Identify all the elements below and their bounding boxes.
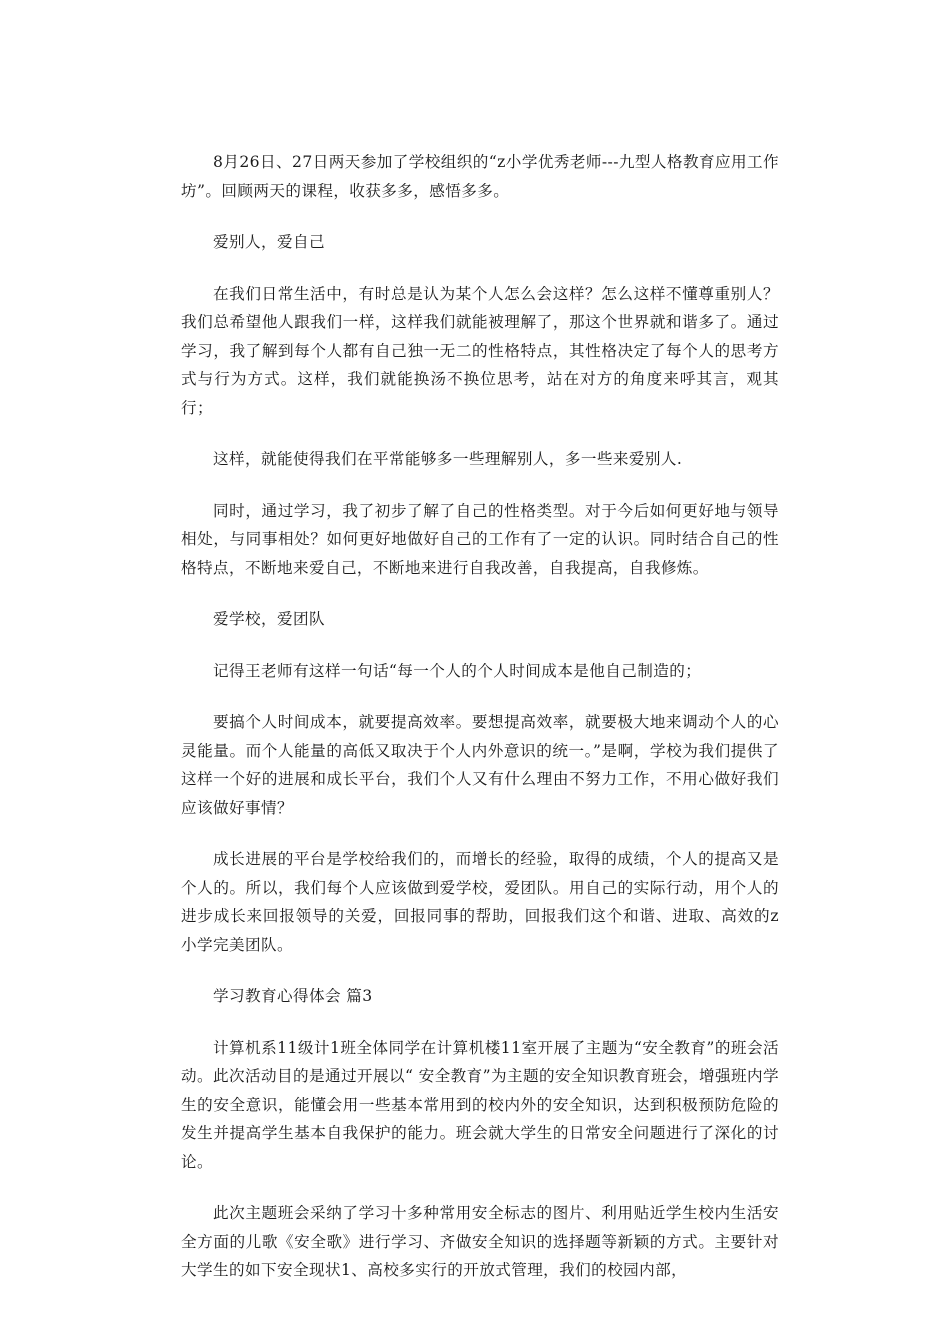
paragraph-understand-others: 这样，就能使得我们在平常能够多一些理解别人，多一些来爱别人. — [213, 450, 683, 468]
document-body — [181, 148, 779, 1308]
paragraph-growth-platform: 成长进展的平台是学校给我们的，而增长的经验，取得的成绩，个人的提高又是个人的。所以，我们每个人应该做到爱学校，爱团队。用自己的实际行动，用个人的进步成长来回报领导的关爱，回报同事的帮助，回报我们这个和谐、进取、高效的z小学完美团队。 — [181, 850, 779, 954]
section-heading-love-others: 爱别人，爱自己 — [213, 233, 325, 251]
paragraph-self-knowledge: 同时，通过学习，我了初步了解了自己的性格类型。对于今后如何更好地与领导相处，与同事相处？如何更好地做好自己的工作有了一定的认识。同时结合自己的性格特点，不断地来爱自己，不断地来进行自我改善，自我提高，自我修炼。 — [181, 501, 779, 577]
paragraph-meeting-methods: 此次主题班会采纳了学习十多种常用安全标志的图片、利用贴近学生校内生活安全方面的儿歌《安全歌》进行学习、齐做安全知识的选择题等新颖的方式。主要针对大学生的如下安全现状1、高校多实行的开放式管理，我们的校园内部， — [181, 1204, 779, 1279]
section-heading-part3: 学习教育心得体会 篇3 — [213, 987, 373, 1005]
paragraph-daily-life: 在我们日常生活中，有时总是认为某个人怎么会这样？怎么这样不懂尊重别人？我们总希望他人跟我们一样，这样我们就能被理解了，那这个世界就和谐多了。通过学习，我了解到每个人都有自己独一无二的性格特点，其性格决定了每个人的思考方式与行为方式。这样，我们就能换汤不换位思考，站在对方的角度来呼其言，观其行； — [181, 284, 779, 417]
paragraph-class-meeting: 计算机系11级计1班全体同学在计算机楼11室开展了主题为“安全教育”的班会活动。此次活动目的是通过开展以“ 安全教育”为主题的安全知识教育班会，增强班内学生的安全意识，能懂会用一些基本常用到的校内外的安全知识，达到积极预防危险的发生并提高学生基本自我保护的能力。班会就大学生的日常安全问题进行了深化的讨论。 — [181, 1038, 779, 1171]
paragraph-efficiency: 要搞个人时间成本，就要提高效率。要想提高效率，就要极大地来调动个人的心灵能量。而个人能量的高低又取决于个人内外意识的统一。”是啊，学校为我们提供了这样一个好的进展和成长平台，我们个人又有什么理由不努力工作，不用心做好我们应该做好事情？ — [181, 713, 779, 817]
paragraph-intro: 8月26日、27日两天参加了学校组织的“z小学优秀老师---九型人格教育应用工作坊”。回顾两天的课程，收获多多，感悟多多。 — [181, 153, 779, 200]
paragraph-quote: 记得王老师有这样一句话“每一个人的个人时间成本是他自己制造的； — [213, 661, 702, 680]
section-heading-love-school: 爱学校，爱团队 — [213, 610, 325, 628]
